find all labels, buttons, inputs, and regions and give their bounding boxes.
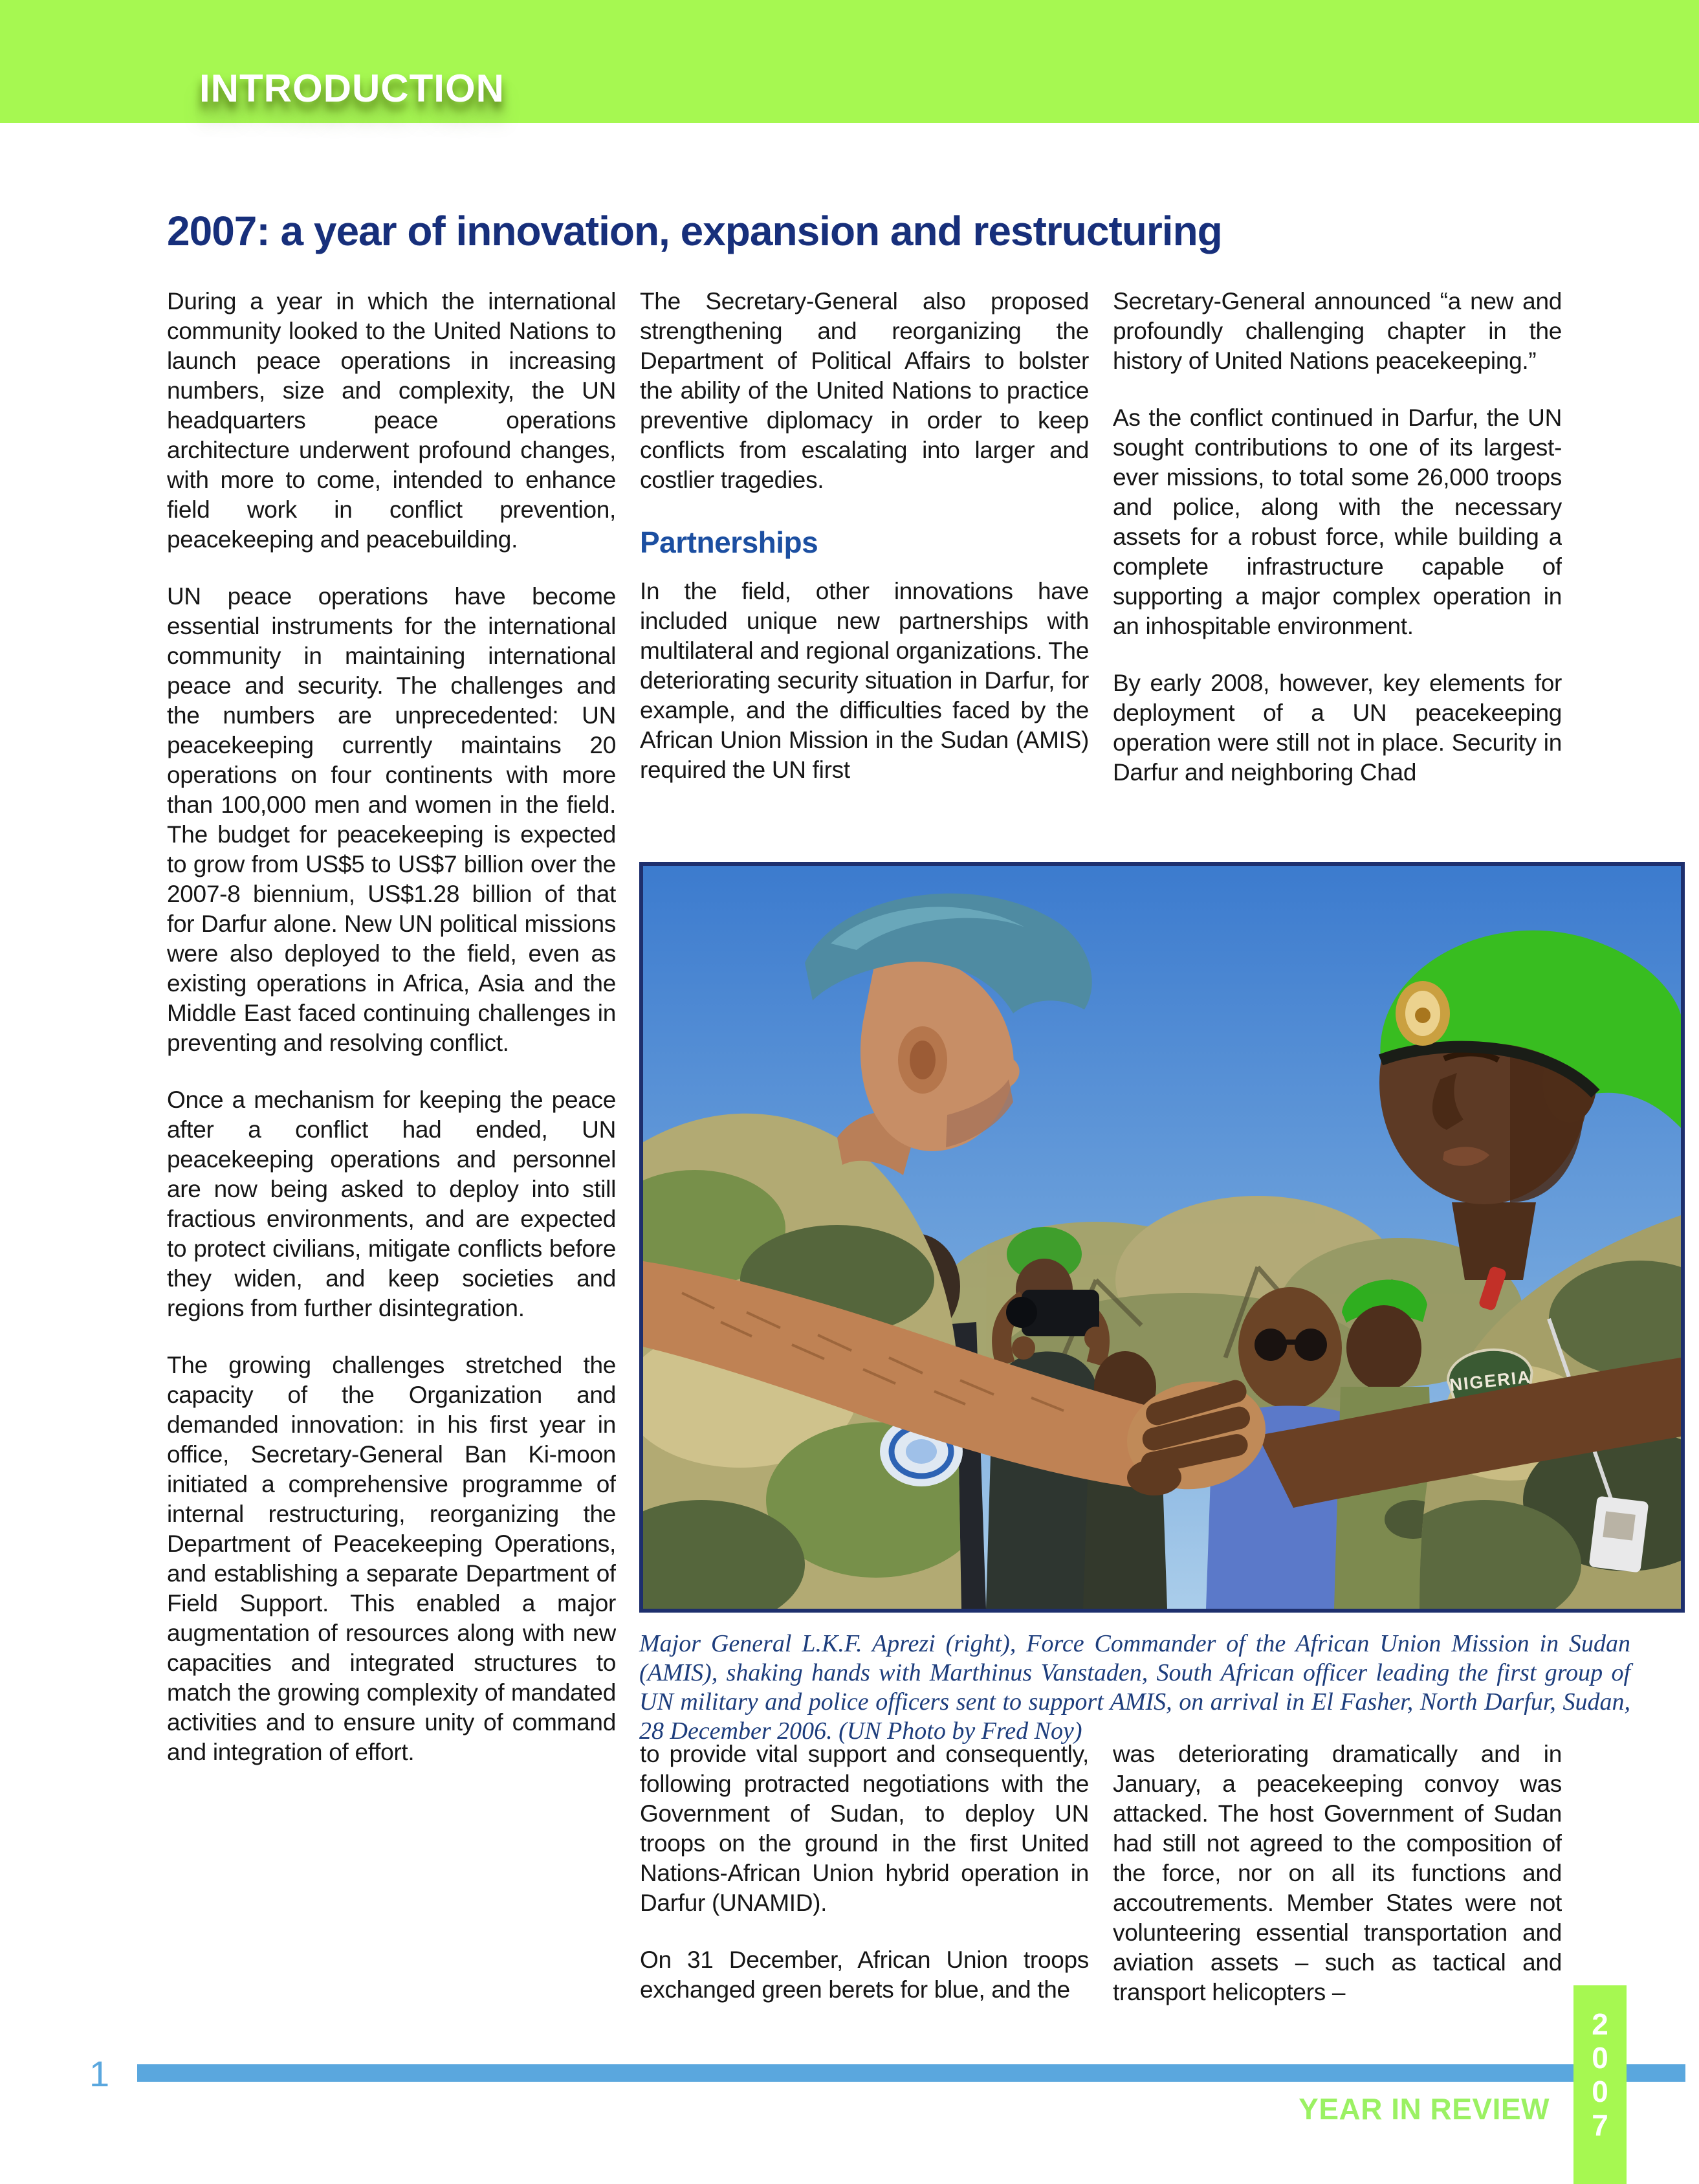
text-column-2-continued	[640, 1739, 1089, 2044]
year-digit: 7	[1592, 2108, 1608, 2142]
nigeria-patch-text: NIGERIA	[1449, 1367, 1533, 1395]
text-column-3-continued	[1113, 1739, 1562, 2044]
photo-illustration	[643, 866, 1681, 1609]
text-column-3	[1113, 287, 1562, 857]
paragraph: Once a mechanism for keeping the peace after a conflict had ended, UN peacekeeping operations and personnel are now being asked to deploy into still fractious environments, and are expected to protect civilians, mitigate conflicts before they widen, and keep societies and regions from further disintegration.	[167, 1086, 616, 1321]
text-column-1	[167, 287, 616, 1982]
photo-caption: Major General L.K.F. Aprezi (right), Force Commander of the African Union Mission in Sudan (AMIS), shaking hands with Marthinus Vanstaden, South African officer leading the first group of UN military and police officers sent to support AMIS, on arrival in El Fasher, North Darfur, Sudan, 28 December 2006. (UN Photo by Fred Noy)	[639, 1630, 1630, 1745]
footer-rule	[137, 2064, 1685, 2082]
year-tab	[1573, 1985, 1627, 2184]
paragraph: During a year in which the international community looked to the United Nations to launch peace operations in increasing numbers, size and complexity, the UN headquarters peace operations architecture underwent profound changes, with more to come, intended to enhance field work in conflict prevention, peacekeeping and peacebuilding.	[167, 288, 616, 553]
photo-amis-handshake	[639, 862, 1685, 1613]
section-title: INTRODUCTION	[199, 67, 505, 110]
paragraph: On 31 December, African Union troops exchanged green berets for blue, and the	[640, 1947, 1089, 2003]
paragraph: was deteriorating dramatically and in January, a peacekeeping convoy was attacked. The host Government of Sudan had still not agreed to the composition of the force, nor on all its functions and accoutrements. Member States were not volunteering essential transportation and aviation assets – such as tactical and transport helicopters –	[1113, 1741, 1562, 2005]
paragraph: The Secretary-General also proposed strengthening and reorganizing the Department of Political Affairs to bolster the ability of the United Nations to practice preventive diplomacy in order to keep conflicts from escalating into larger and costlier tragedies.	[640, 288, 1089, 493]
year-digit: 0	[1592, 2041, 1608, 2075]
paragraph: to provide vital support and consequently, following protracted negotiations with the Government of Sudan, to deploy UN troops on the ground in the first United Nations-African Union hybrid operation in Darfur (UNAMID).	[640, 1741, 1089, 1916]
paragraph: Secretary-General announced “a new and profoundly challenging chapter in the history of United Nations peacekeeping.”	[1113, 288, 1562, 374]
paragraph: As the conflict continued in Darfur, the UN sought contributions to one of its largest-ever missions, to total some 26,000 troops and police, along with the necessary assets for a robust force, while building a complete infrastructure capable of supporting a major complex operation in an inhospitable environment.	[1113, 404, 1562, 639]
page-number: 1	[89, 2053, 110, 2094]
paragraph: UN peace operations have become essential instruments for the international community in maintaining international peace and security. The challenges and the numbers are unprecedented: UN peacekeeping currently maintains 20 operations on four continents with more than 100,000 men and women in the field. The budget for peacekeeping is expected to grow from US$5 to US$7 billion over the 2007-8 biennium, US$1.28 billion of that for Darfur alone. New UN political missions were also deployed to the field, even as existing operations in Africa, Asia and the Middle East faced continuing challenges in preventing and resolving conflict.	[167, 583, 616, 1056]
paragraph: The growing challenges stretched the capacity of the Organization and demanded innovation: in his first year in office, Secretary-General Ban Ki-moon initiated a comprehensive programme of internal restructuring, reorganizing the Department of Peacekeeping Operations, and establishing a separate Department of Field Support. This enabled a major augmentation of resources along with new capacities and integrated structures to match the growing complexity of mandated activities and to ensure unity of command and integration of effort.	[167, 1352, 616, 1765]
publication-name: YEAR IN REVIEW	[1299, 2092, 1550, 2126]
text-column-2	[640, 287, 1089, 857]
page-title: 2007: a year of innovation, expansion and restructuring	[167, 208, 1222, 254]
year-digit: 2	[1592, 2007, 1608, 2041]
partnerships-heading: Partnerships	[640, 525, 818, 559]
year-digit: 0	[1592, 2075, 1608, 2108]
beret-badge	[1396, 981, 1450, 1046]
section-header-bar	[0, 0, 1699, 123]
paragraph: In the field, other innovations have included unique new partnerships with multilateral and regional organizations. The deteriorating security situation in Darfur, for example, and the difficulties faced by the African Union Mission in the Sudan (AMIS) required the UN first	[640, 578, 1089, 783]
paragraph: By early 2008, however, key elements for deployment of a UN peacekeeping operation were still not in place. Security in Darfur and neighboring Chad	[1113, 670, 1562, 786]
